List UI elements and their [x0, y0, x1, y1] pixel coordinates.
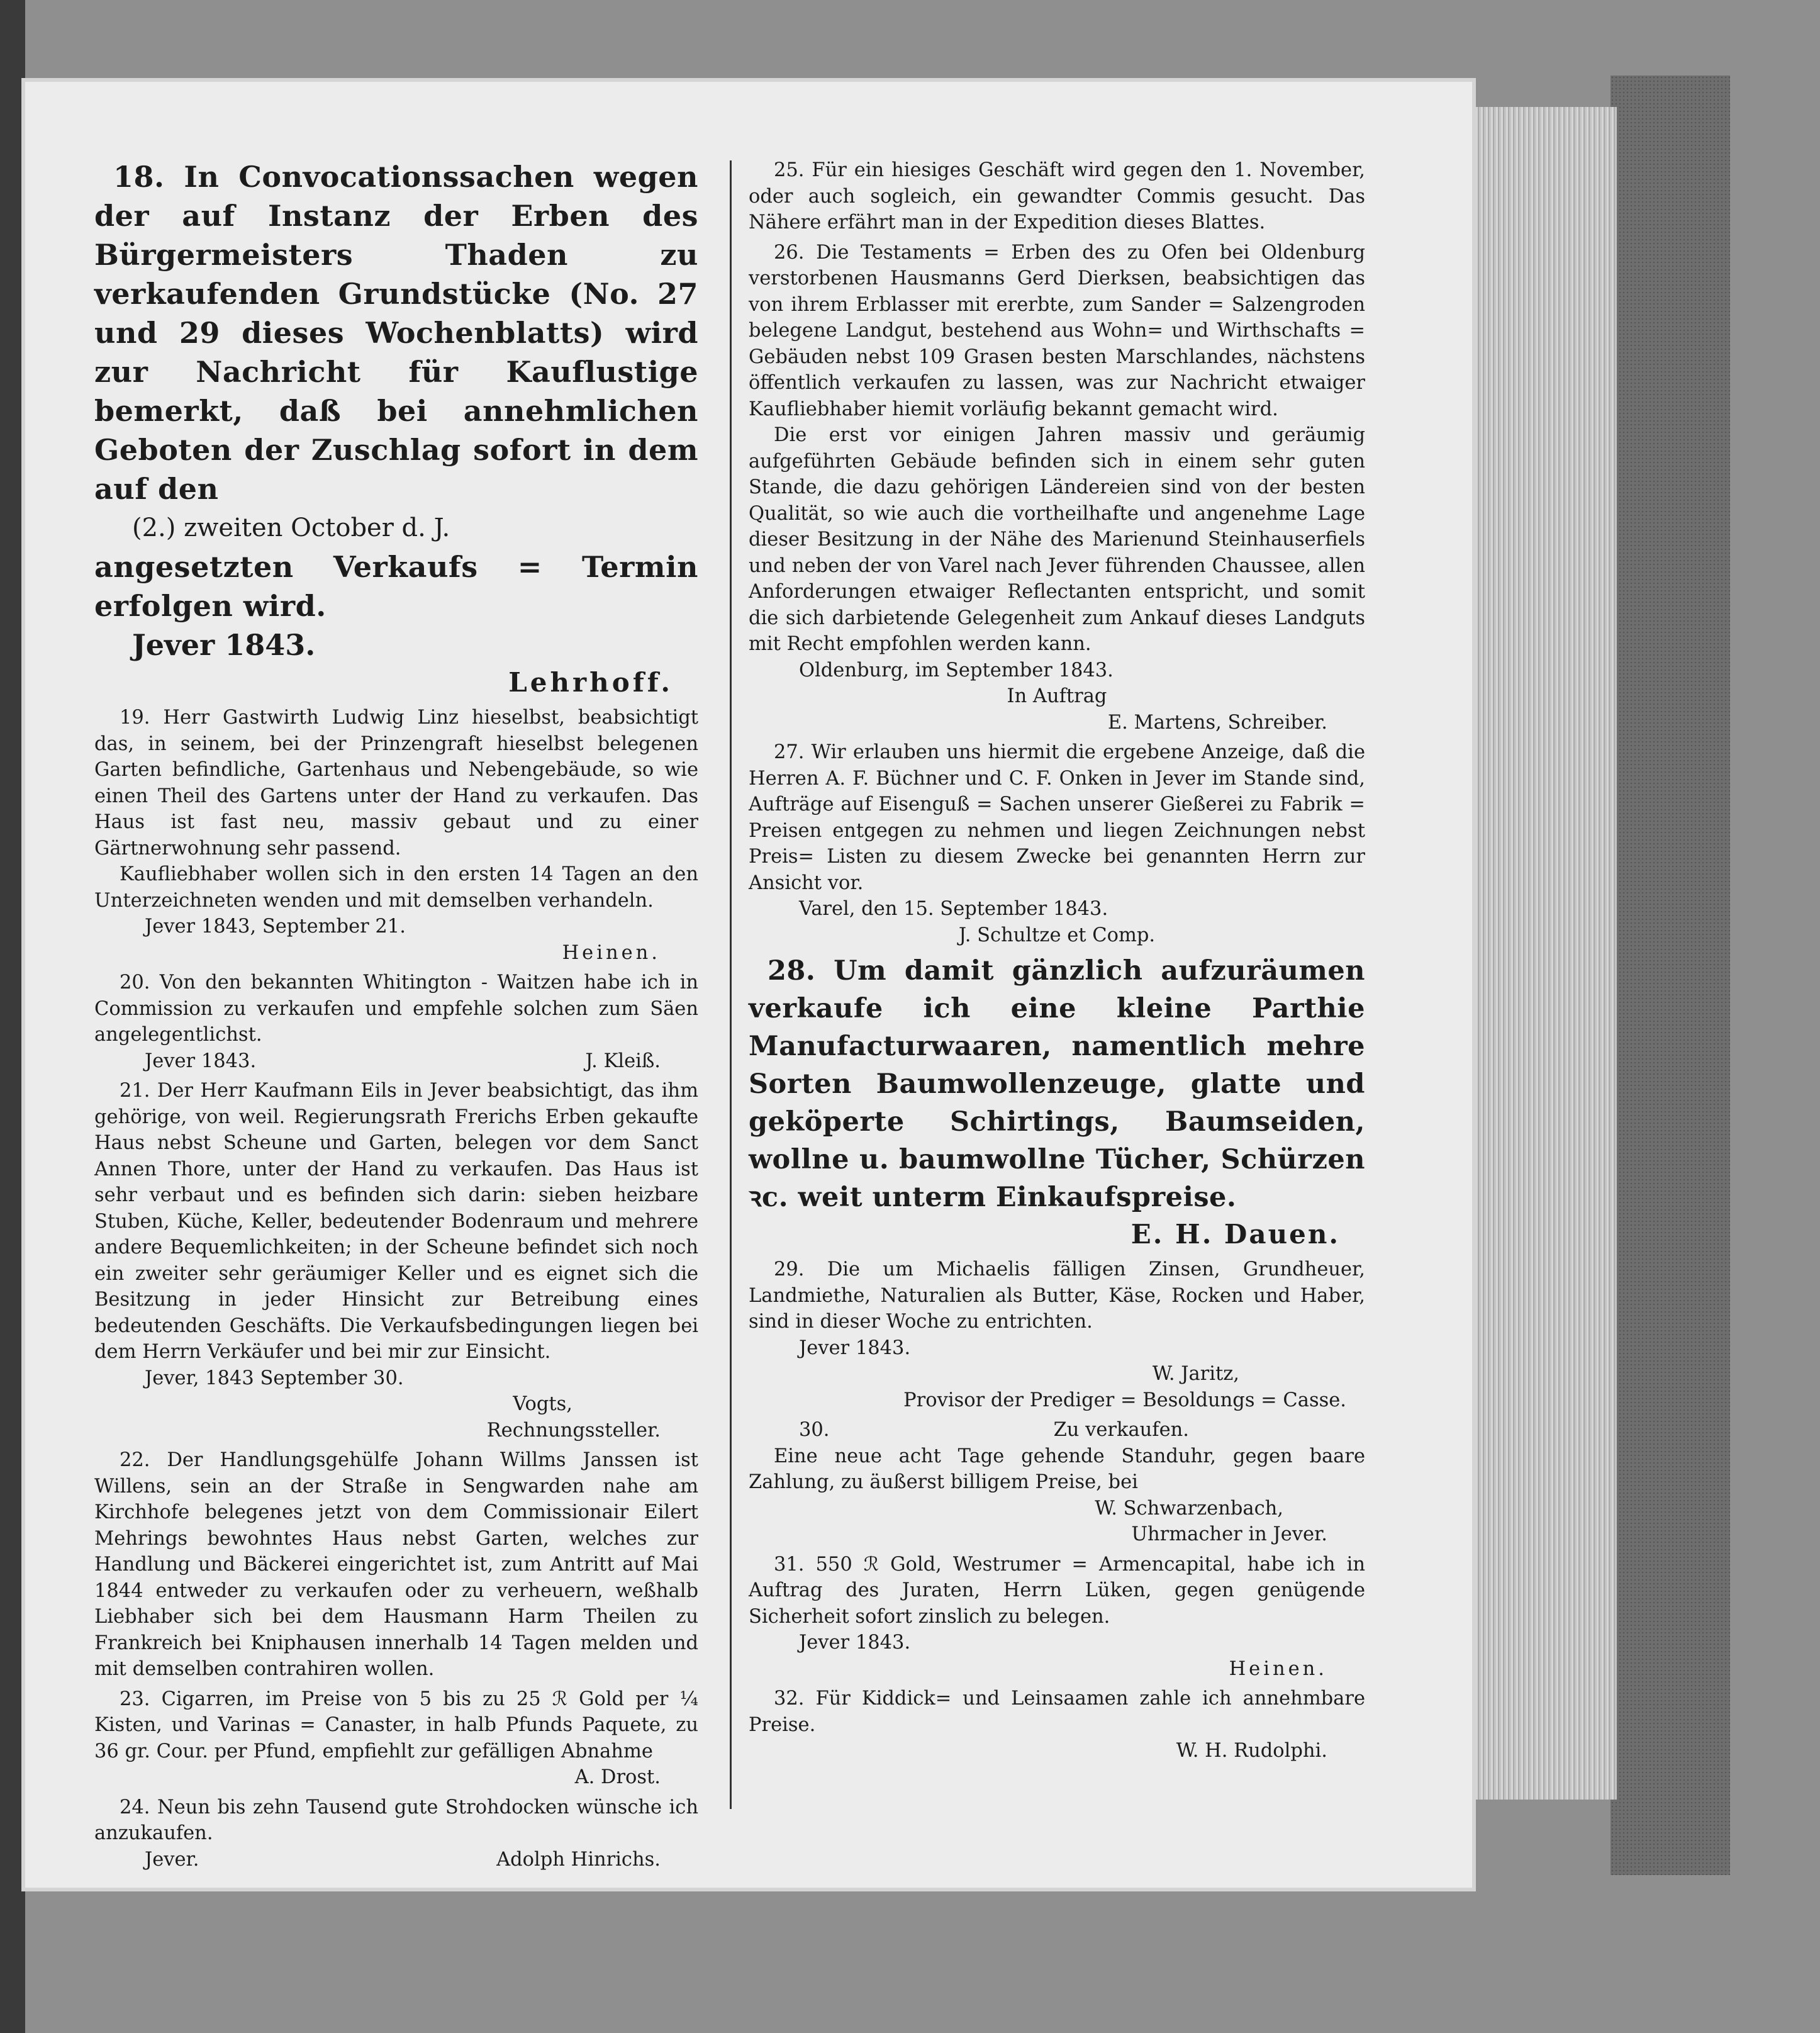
notice-31-text: 31. 550 ℛ Gold, Westrumer = Armencapital, habe ich in Auftrag des Juraten, Herrn Lüken, gegen genügende Sicherheit sofort zinslich zu belegen. — [749, 1553, 1365, 1628]
notice-18-signature: Lehrhoff. — [508, 667, 673, 698]
notice-32-text: 32. Für Kiddick= und Leinsaamen zahle ich annehmbare Preise. — [749, 1688, 1365, 1736]
notice-19 — [94, 705, 698, 966]
notice-30-heading: Zu verkaufen. — [1053, 1419, 1189, 1441]
notice-20-text: 20. Von den bekannten Whitington - Waitzen habe ich in Commission zu verkaufen und empfehle solchen zum Säen angelegentlichst. — [94, 972, 698, 1046]
notice-23-signature: A. Drost. — [574, 1766, 661, 1788]
page-edges — [1466, 107, 1617, 1800]
notice-32-signature: W. H. Rudolphi. — [1176, 1740, 1327, 1762]
notice-29-place: Jever 1843. — [799, 1336, 911, 1359]
notice-32 — [749, 1686, 1365, 1764]
notice-21-signature-title: Rechnungssteller. — [486, 1419, 661, 1442]
notice-30-number: 30. — [799, 1419, 830, 1441]
notice-23-text: 23. Cigarren, im Preise von 5 bis zu 25 ℛ Gold per ¼ Kisten, und Varinas = Canaster, in halb Pfunds Paquete, zu 36 gr. Cour. per Pfund, empfiehlt zur gefälligen Abnahme — [94, 1688, 698, 1762]
notice-20-place: Jever 1843. — [145, 1050, 257, 1072]
notice-26-text2: Die erst vor einigen Jahren massiv und geräumig aufgeführten Gebäude befinden sich in einem sehr guten Stande, die dazu gehörigen Ländereien sind von der besten Qualität, so wie auch die vortheilhafte und angenehme Lage dieser Besitzung in der Nähe des Marienund Steinhauserfiels und neben der von Varel nach Jever führenden Chaussee, allen Anforderungen etwaiger Reflectanten entspricht, und somit die sich darbietende Gelegenheit zum Ankauf dieses Landguts mit Recht empfohlen werden kann. — [749, 424, 1365, 655]
notice-21-date: Jever, 1843 September 30. — [145, 1367, 404, 1389]
notice-30-signature: W. Schwarzenbach, — [1095, 1497, 1283, 1520]
notice-20 — [94, 970, 698, 1074]
book-spine — [0, 0, 25, 2033]
notice-20-footer — [94, 1048, 698, 1075]
notice-19-text2: Kaufliebhaber wollen sich in den ersten 14 Tagen an den Unterzeichneten wenden und mit demselben verhandeln. — [94, 863, 698, 912]
notice-23 — [94, 1686, 698, 1791]
notice-29-signature-title: Provisor der Prediger = Besoldungs = Casse. — [903, 1389, 1346, 1411]
notice-31-place: Jever 1843. — [799, 1632, 911, 1654]
notice-20-signature: J. Kleiß. — [585, 1050, 661, 1072]
notice-31 — [749, 1552, 1365, 1683]
notice-22-text: 22. Der Handlungsgehülfe Johann Willms Janssen ist Willens, sein an der Straße in Sengwarden nahe am Kirchhofe belegenes jetzt von dem Commissionair Eilert Mehrings bewohntes Haus nebst Garten, welches zur Handlung und Bäckerei eingerichtet ist, zum Antritt auf Mai 1844 entweder zu verkaufen oder zu verheuern, weßhalb Liebhaber sich bei dem Hausmann Harm Theilen zu Frankreich bei Kniphausen innerhalb 14 Tagen melden und mit demselben contrahiren wollen. — [94, 1449, 698, 1680]
notice-19-signature: Heinen. — [562, 941, 661, 964]
notice-18-date-line: (2.) zweiten October d. J. — [132, 513, 450, 542]
notice-22 — [94, 1447, 698, 1683]
notice-26-auftrag: In Auftrag — [1007, 685, 1107, 707]
notice-18 — [94, 157, 698, 701]
notice-28-text: 28. Um damit gänzlich aufzuräumen verkaufe ich eine kleine Parthie Manufacturwaaren, namentlich mehre Sorten Baumwollenzeuge, glatte und geköperte Schirtings, Baumseiden, wollne u. baumwollne Tücher, Schürzen ꝛc. weit unterm Einkaufspreise. — [749, 955, 1365, 1213]
notice-18-text2: angesetzten Verkaufs = Termin erfolgen wird. — [94, 550, 698, 623]
notice-30-text: Eine neue acht Tage gehende Standuhr, gegen baare Zahlung, zu äußerst billigem Preise, bei — [749, 1445, 1365, 1493]
book-cover-edge — [1611, 76, 1730, 1875]
notice-19-text: 19. Herr Gastwirth Ludwig Linz hieselbst, beabsichtigt das, in seinem, bei der Prinzengraft hieselbst belegenen Garten befindliche, Gartenhaus und Nebengebäude, so wie einen Theil des Gartens unter der Hand zu verkaufen. Das Haus ist fast neu, massiv gebaut und zu einer Gärtnerwohnung sehr passend. — [94, 707, 698, 860]
notice-24-place: Jever. — [145, 1848, 199, 1871]
notice-21-signature: Vogts, — [513, 1393, 572, 1415]
notice-29-signature: W. Jaritz, — [1152, 1363, 1239, 1385]
notice-27 — [749, 739, 1365, 948]
notice-30-signature-title: Uhrmacher in Jever. — [1131, 1523, 1327, 1545]
notice-18-place: Jever 1843. — [132, 628, 316, 662]
notice-26-signature: E. Martens, Schreiber. — [1107, 711, 1327, 734]
notice-30 — [749, 1417, 1365, 1548]
right-column — [749, 157, 1365, 1768]
notice-24-footer — [94, 1847, 698, 1873]
notice-19-date: Jever 1843, September 21. — [145, 916, 406, 938]
notice-31-signature: Heinen. — [1229, 1657, 1327, 1680]
column-divider — [730, 160, 732, 1809]
notice-24 — [94, 1795, 698, 1873]
notice-27-signature: J. Schultze et Comp. — [958, 924, 1156, 946]
notice-21 — [94, 1078, 698, 1443]
notice-18-text: 18. In Convocationssachen wegen der auf Instanz der Erben des Bürgermeisters Thaden zu verkaufenden Grundstücke (No. 27 und 29 dieses Wochenblatts) wird zur Nachricht für Kauflustige bemerkt, daß bei annehmlichen Geboten der Zuschlag sofort in dem auf den — [94, 160, 698, 506]
notice-21-text: 21. Der Herr Kaufmann Eils in Jever beabsichtigt, das ihm gehörige, von weil. Regierungsrath Frerichs Erben gekaufte Haus nebst Scheune und Garten, belegen vor dem Sanct Annen Thore, unter der Hand zu verkaufen. Das Haus ist sehr verbaut und es befinden sich darin: sieben heizbare Stuben, Küche, Keller, bedeutender Bodenraum und mehrere andere Bequemlichkeiten; in der Scheune befindet sich noch ein zweiter sehr geräumiger Keller und es eignet sich die Besitzung in jeder Hinsicht zur Betreibung eines bedeutenden Geschäfts. Die Verkaufsbedingungen liegen bei dem Herrn Verkäufer und bei mir zur Einsicht. — [94, 1080, 698, 1363]
notice-24-text: 24. Neun bis zehn Tausend gute Strohdocken wünsche ich anzukaufen. — [94, 1796, 698, 1844]
notice-28-signature: E. H. Dauen. — [1131, 1219, 1340, 1250]
notice-30-header — [749, 1417, 1365, 1443]
notice-24-signature: Adolph Hinrichs. — [496, 1848, 661, 1871]
notice-26 — [749, 240, 1365, 736]
notice-27-date: Varel, den 15. September 1843. — [799, 898, 1108, 920]
notice-27-text: 27. Wir erlauben uns hiermit die ergebene Anzeige, daß die Herren A. F. Büchner und C. F. Onken in Jever im Stande sind, Aufträge auf Eisenguß = Sachen unserer Gießerei zu Fabrik = Preisen entgegen zu nehmen und liegen Zeichnungen nebst Preis= Listen zu diesem Zwecke bei genannten Herrn zur Ansicht vor. — [749, 741, 1365, 894]
notice-28 — [749, 952, 1365, 1253]
notice-26-date: Oldenburg, im September 1843. — [799, 659, 1114, 681]
notice-29-text: 29. Die um Michaelis fälligen Zinsen, Grundheuer, Landmiethe, Naturalien als Butter, Käse, Rocken und Haber, sind in dieser Woche zu entrichten. — [749, 1258, 1365, 1333]
notice-25-text: 25. Für ein hiesiges Geschäft wird gegen den 1. November, oder auch sogleich, ein gewandter Commis gesucht. Das Nähere erfährt man in der Expedition dieses Blattes. — [749, 159, 1365, 233]
notice-29 — [749, 1257, 1365, 1413]
notice-26-text: 26. Die Testaments = Erben des zu Ofen bei Oldenburg verstorbenen Hausmanns Gerd Dierksen, beabsichtigen das von ihrem Erblasser mit ererbte, zum Sander = Salzengroden belegene Landgut, bestehend aus Wohn= und Wirthschafts = Gebäuden nebst 109 Grasen besten Marschlandes, nächstens öffentlich verkaufen zu lassen, was zur Nachricht etwaiger Kaufliebhaber hiemit vorläufig bekannt gemacht wird. — [749, 241, 1365, 420]
notice-25 — [749, 157, 1365, 236]
left-column — [94, 157, 698, 1876]
